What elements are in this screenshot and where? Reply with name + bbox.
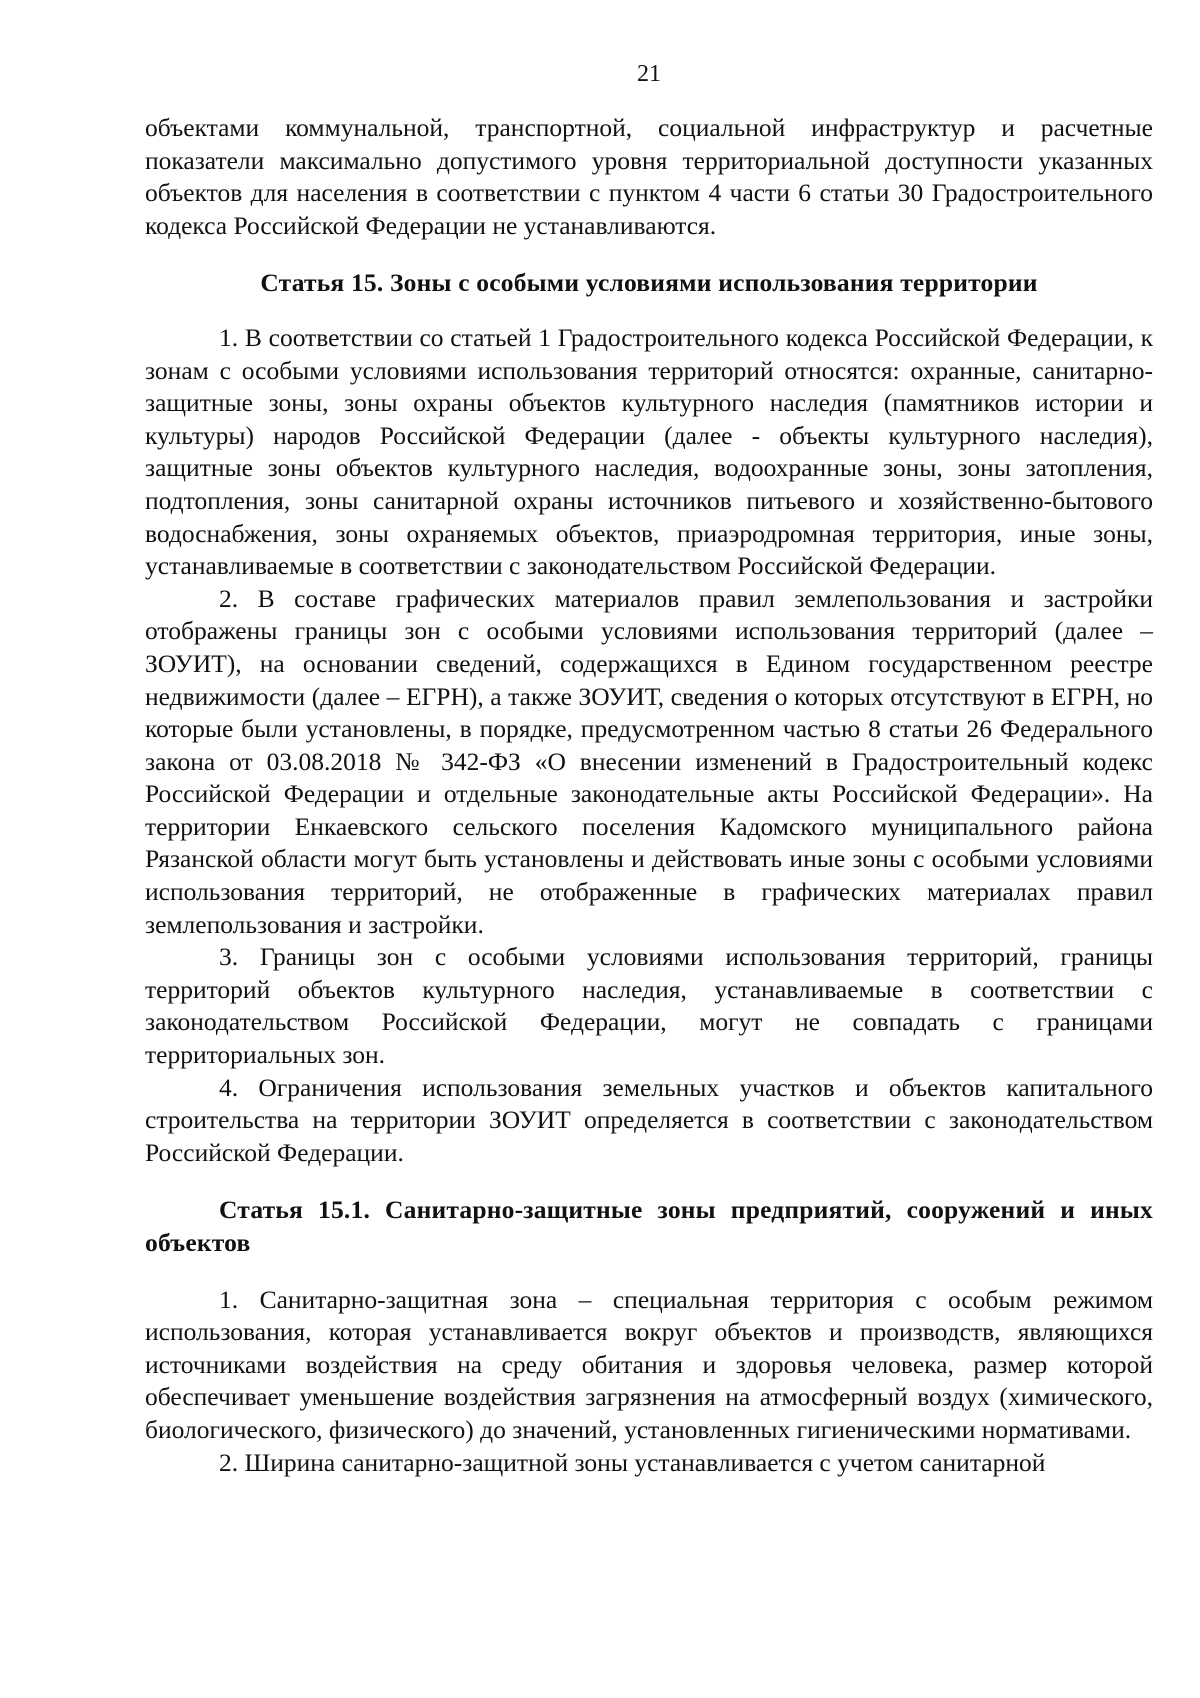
article-15-1-paragraph-1: 1. Санитарно-защитная зона – специальная территория с особым режимом использования, которая устанавливается вокруг объектов и производств, являющихся источниками воздействия на среду обитания и здоровья человека, размер которой обеспечивает уменьшение воздействия загрязнения на атмосферный воздух (химического, биологического, физического) до значений, установленных гигиеническими нормативами. [145, 1284, 1153, 1444]
article-15-paragraph-4: 4. Ограничения использования земельных участков и объектов капитального строительства на территории ЗОУИТ определяется в соответствии с законодательством Российской Федерации. [145, 1072, 1153, 1167]
article-15-paragraph-3: 3. Границы зон с особыми условиями использования территорий, границы территорий объектов культурного наследия, устанавливаемые в соответствии с законодательством Российской Федерации, могут не совпадать с границами территориальных зон. [145, 942, 1153, 1070]
page-number: 21 [637, 61, 661, 87]
article-15-1-paragraph-2: 2. Ширина санитарно-защитной зоны устанавливается с учетом санитарной [219, 1447, 1046, 1477]
article-15-heading: Статья 15. Зоны с особыми условиями использования территории [260, 268, 1038, 298]
document-page [145, 58, 1153, 1479]
intro-paragraph: объектами коммунальной, транспортной, социальной инфраструктур и расчетные показатели максимально допустимого уровня территориальной доступности указанных объектов для населения в соответствии с пунктом 4 части 6 статьи 30 Градостроительного кодекса Российской Федерации не устанавливаются. [145, 113, 1153, 240]
article-15-paragraph-2: 2. В составе графических материалов правил землепользования и застройки отображены границы зон с особыми условиями использования территорий (далее – ЗОУИТ), на основании сведений, содержащихся в Едином государственном реестре недвижимости (далее – ЕГРН), а также ЗОУИТ, сведения о которых отсутствуют в ЕГРН, но которые были установлены, в порядке, предусмотренном частью 8 статьи 26 Федерального закона от 03.08.2018 № 342-ФЗ «О внесении изменений в Градостроительный кодекс Российской Федерации и отдельные законодательные акты Российской Федерации». На территории Енкаевского сельского поселения Кадомского муниципального района Рязанской области могут быть установлены и действовать иные зоны с особыми условиями использования территорий, не отображенные в графических материалах правил землепользования и застройки. [145, 583, 1153, 939]
article-15-1-heading: Статья 15.1. Санитарно-защитные зоны предприятий, сооружений и иных объектов [145, 1195, 1153, 1257]
article-15-paragraph-1: 1. В соответствии со статьей 1 Градостроительного кодекса Российской Федерации, к зонам с особыми условиями использования территорий относятся: охранные, санитарно-защитные зоны, зоны охраны объектов культурного наследия (памятников истории и культуры) народов Российской Федерации (далее - объекты культурного наследия), защитные зоны объектов культурного наследия, водоохранные зоны, зоны затопления, подтопления, зоны санитарной охраны источников питьевого и хозяйственно-бытового водоснабжения, зоны охраняемых объектов, приаэродромная территория, иные зоны, устанавливаемые в соответствии с законодательством Российской Федерации. [145, 322, 1153, 581]
